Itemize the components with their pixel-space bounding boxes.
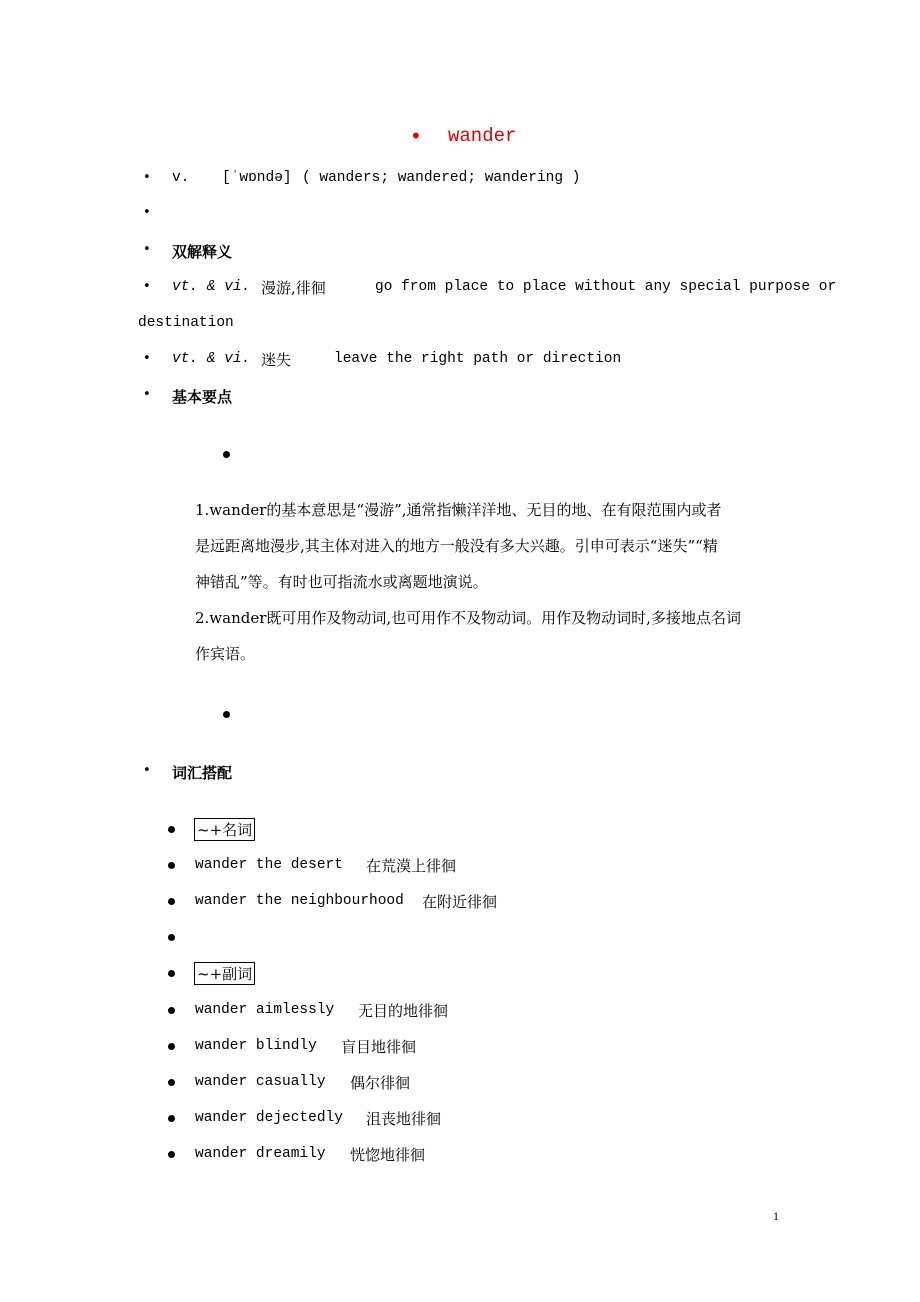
page-number: 1 [773, 1209, 779, 1223]
list-bullet [168, 970, 175, 977]
phonetic: [ˈwɒndə] [222, 170, 292, 186]
list-bullet [168, 1043, 175, 1050]
list-bullet [168, 826, 175, 833]
title-bullet: • [410, 124, 422, 148]
word-forms: ( wanders; wandered; wandering ) [302, 170, 581, 186]
list-bullet: • [143, 279, 151, 294]
definition-en-continued: destination [138, 315, 234, 331]
list-bullet [168, 934, 175, 941]
collocation-cn: 盲目地徘徊 [341, 1038, 417, 1056]
key-points-heading: 基本要点 [172, 388, 233, 406]
adverb-collocation-label: ~+副词 [194, 962, 255, 985]
list-bullet [168, 1007, 175, 1014]
collocation-cn: 偶尔徘徊 [350, 1074, 411, 1092]
collocation-en: wander blindly [195, 1038, 317, 1054]
list-bullet [168, 1115, 175, 1122]
definitions-heading: 双解释义 [172, 243, 233, 261]
key-point-1: 1.wander的基本意思是“漫游”,通常指懒洋洋地、无目的地、在有限范围内或者 是远距离地漫步,其主体对进入的地方一般没有多大兴趣。引申可表示“迷失”“精 神错乱”等。有时也可指流水或离题地演说。 2.wander既可用作及物动词,也可用作不及物动词。用作及物动词时,多接地点名词 作宾语。 [195, 501, 741, 663]
headword-title: wander [448, 125, 517, 147]
definition-pos: vt. & vi. [172, 351, 251, 367]
definition-cn: 漫游,徘徊 [261, 279, 326, 297]
collocation-en: wander dreamily [195, 1146, 326, 1162]
list-bullet: • [143, 242, 151, 257]
definition-en: go from place to place without any special purpose or [375, 279, 837, 295]
definition-cn: 迷失 [261, 351, 292, 369]
collocation-en: wander aimlessly [195, 1002, 335, 1018]
list-bullet: • [143, 387, 151, 402]
list-bullet [168, 862, 175, 869]
part-of-speech: v. [172, 170, 190, 186]
list-bullet [223, 711, 230, 718]
collocation-cn: 沮丧地徘徊 [366, 1110, 442, 1128]
list-bullet [223, 451, 230, 458]
collocation-cn: 在荒漠上徘徊 [366, 857, 457, 875]
list-bullet [168, 1079, 175, 1086]
list-bullet [168, 898, 175, 905]
collocation-cn: 无目的地徘徊 [358, 1002, 449, 1020]
definition-pos: vt. & vi. [172, 279, 251, 295]
collocation-en: wander the desert [195, 857, 343, 873]
list-bullet: • [143, 763, 151, 778]
collocation-en: wander the neighbourhood [195, 893, 404, 909]
list-bullet [168, 1151, 175, 1158]
collocation-en: wander casually [195, 1074, 326, 1090]
list-bullet: • [143, 205, 151, 220]
list-bullet: • [143, 170, 151, 185]
collocation-en: wander dejectedly [195, 1110, 343, 1126]
collocation-cn: 在附近徘徊 [422, 893, 498, 911]
list-bullet: • [143, 351, 151, 366]
noun-collocation-label: ~+名词 [194, 818, 255, 841]
definition-en: leave the right path or direction [334, 351, 622, 367]
collocations-heading: 词汇搭配 [172, 764, 233, 782]
collocation-cn: 恍惚地徘徊 [350, 1146, 426, 1164]
